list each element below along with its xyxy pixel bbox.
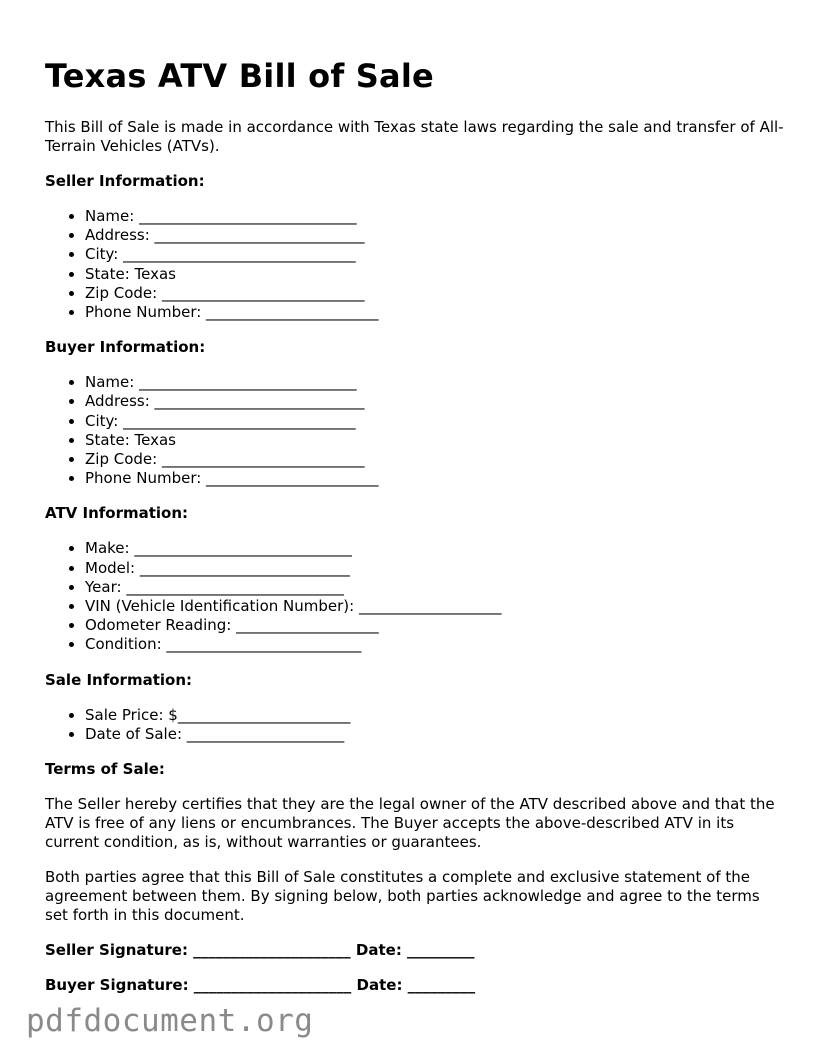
buyer-signature-line: Buyer Signature: _____________________ Date: _________	[45, 976, 476, 995]
buyer-address-field: • Address: ____________________________	[85, 392, 785, 411]
document-title: Texas ATV Bill of Sale	[45, 57, 434, 95]
sale-list	[45, 706, 785, 744]
seller-list	[45, 207, 785, 322]
buyer-list	[45, 373, 785, 488]
atv-year-field: • Year: _____________________________	[85, 578, 785, 597]
sale-price-field: • Sale Price: $_______________________	[85, 706, 785, 725]
seller-zip-field: • Zip Code: ___________________________	[85, 284, 785, 303]
seller-heading: Seller Information:	[45, 172, 205, 190]
buyer-city-field: • City: _______________________________	[85, 412, 785, 431]
atv-make-field: • Make: _____________________________	[85, 539, 785, 558]
atv-heading: ATV Information:	[45, 504, 189, 523]
seller-name-field: • Name: _____________________________	[85, 207, 785, 226]
atv-odometer-field: • Odometer Reading: ___________________	[85, 616, 785, 635]
buyer-name-field: • Name: _____________________________	[85, 373, 785, 392]
terms-heading: Terms of Sale:	[45, 760, 165, 779]
atv-list	[45, 539, 785, 654]
sale-heading: Sale Information:	[45, 670, 192, 689]
intro-paragraph: This Bill of Sale is made in accordance with Texas state laws regarding the sale and transfer of All-Terrain Vehicles (ATVs).	[45, 118, 784, 155]
atv-condition-field: • Condition: __________________________	[85, 635, 785, 654]
seller-address-field: • Address: ____________________________	[85, 226, 785, 245]
atv-model-field: • Model: ____________________________	[85, 559, 785, 578]
sale-date-field: • Date of Sale: _____________________	[85, 725, 785, 744]
buyer-phone-field: • Phone Number: _______________________	[85, 469, 785, 488]
terms-paragraph-2: Both parties agree that this Bill of Sale constitutes a complete and exclusive statement of the agreement between them. By signing below, both parties acknowledge and agree to the terms set forth in this document.	[45, 868, 760, 925]
seller-signature-line: Seller Signature: _____________________ Date: _________	[45, 941, 475, 960]
terms-paragraph-1: The Seller hereby certifies that they are the legal owner of the ATV described above and that the ATV is free of any liens or encumbrances. The Buyer accepts the above-described ATV in its current condition, as is, without warranties or guarantees.	[45, 795, 775, 852]
seller-phone-field: • Phone Number: _______________________	[85, 303, 785, 322]
document-page	[45, 56, 785, 1011]
buyer-state-field: • State: Texas	[85, 431, 785, 450]
watermark: pdfdocument.org	[26, 1003, 314, 1039]
seller-city-field: • City: _______________________________	[85, 245, 785, 264]
buyer-heading: Buyer Information:	[45, 338, 206, 357]
buyer-zip-field: • Zip Code: ___________________________	[85, 450, 785, 469]
atv-vin-field: • VIN (Vehicle Identification Number): ___________________	[85, 597, 785, 616]
seller-state-field: • State: Texas	[85, 265, 785, 284]
